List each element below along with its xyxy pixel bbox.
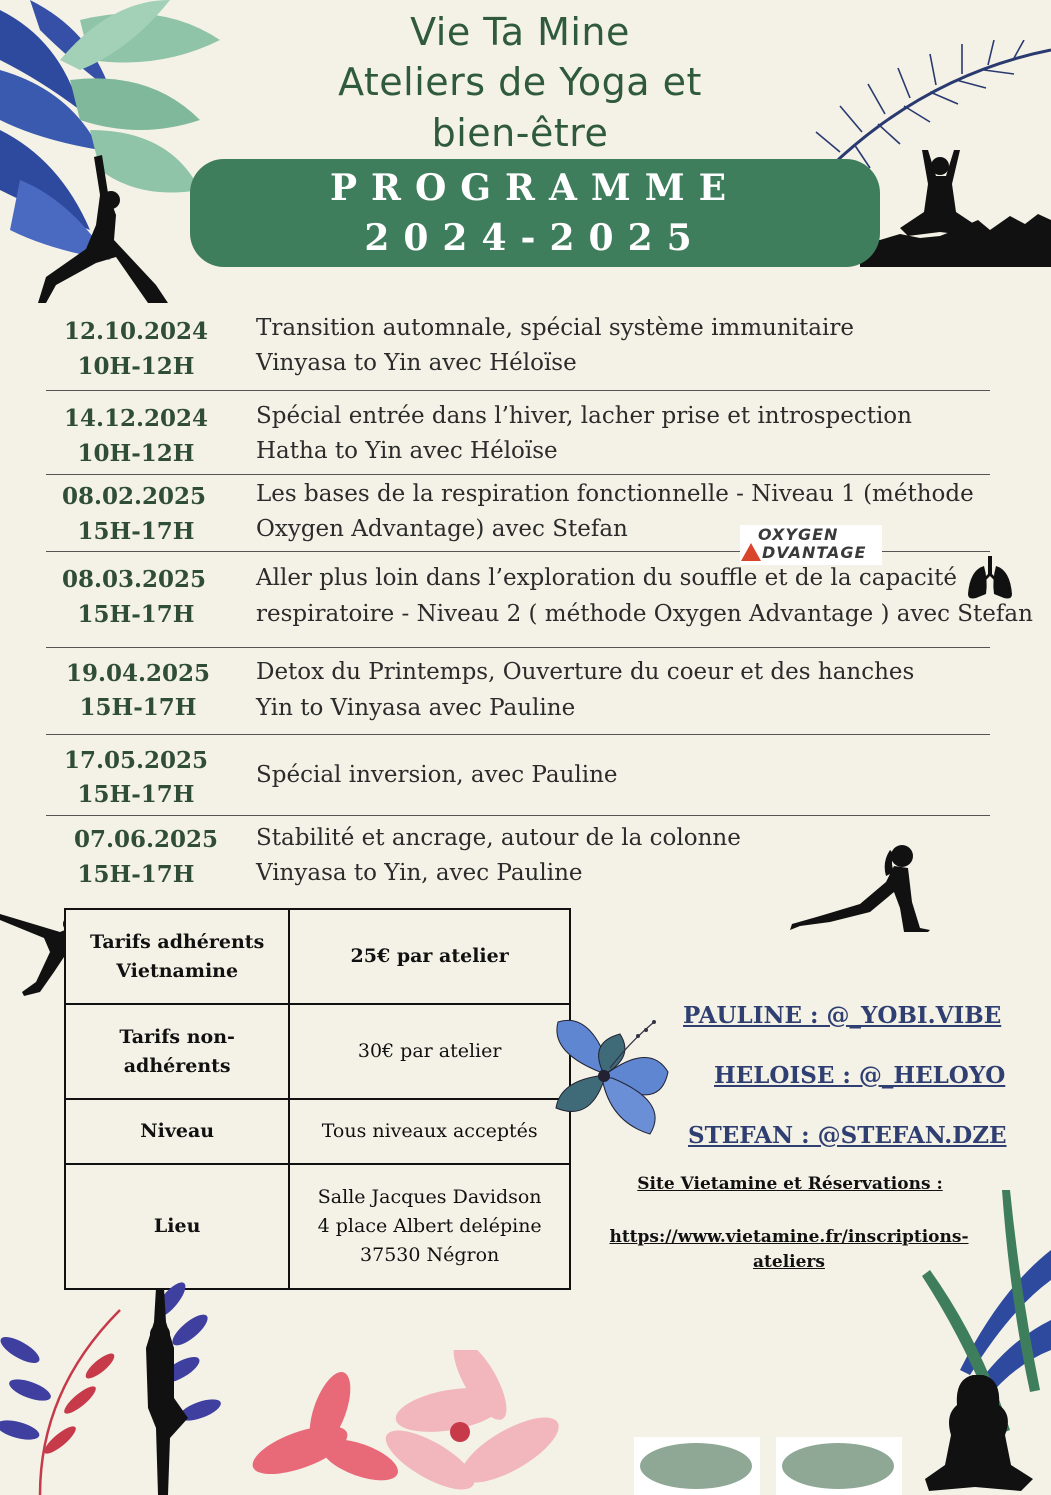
contact-stefan[interactable]: STEFAN : @STEFAN.DZE — [688, 1122, 1007, 1149]
lungs-icon — [966, 556, 1014, 600]
title-line-1: Vie Ta Mine — [410, 10, 630, 54]
session-date: 08.03.2025 — [61, 566, 207, 593]
session-description-2: Hatha to Yin avec Héloïse — [256, 438, 558, 464]
session-description-1: Spécial entrée dans l’hiver, lacher prise et introspection — [256, 403, 912, 429]
divider — [46, 734, 990, 735]
session-date: 07.06.2025 — [73, 826, 219, 853]
session-time: 15H-17H — [79, 694, 197, 721]
divider — [46, 815, 990, 816]
session-description-2: Vinyasa to Yin avec Héloïse — [256, 350, 577, 376]
niveau-label: Niveau — [65, 1099, 289, 1164]
session-description-2: Yin to Vinyasa avec Pauline — [256, 695, 576, 721]
lieu-line-1: Salle Jacques Davidson — [317, 1186, 542, 1208]
oxygen-advantage-logo — [740, 525, 882, 565]
contact-pauline[interactable]: PAULINE : @_YOBI.VIBE — [683, 1002, 1002, 1029]
meditation-silhouette-top-right — [860, 150, 1051, 267]
lieu-label: Lieu — [65, 1164, 289, 1289]
lieu-line-2: 4 place Albert delépine — [317, 1215, 542, 1237]
site-url-line-2[interactable]: ateliers — [753, 1252, 825, 1272]
contact-heloise[interactable]: HELOISE : @_HELOYO — [714, 1062, 1006, 1089]
yoga-lunge-silhouette — [36, 145, 171, 305]
triangle-icon — [741, 543, 761, 561]
title-line-2: Ateliers de Yoga et — [338, 60, 702, 104]
tarif-adherent-value: 25€ par atelier — [289, 909, 570, 1004]
meditation-silhouette-bottom-right — [925, 1375, 1035, 1495]
tarif-adherent-label: Tarifs adhérents Vietnamine — [65, 909, 289, 1004]
oxygen-logo-text-1: OXYGEN — [758, 525, 839, 544]
divider — [46, 390, 990, 391]
cobra-pose-silhouette — [790, 842, 932, 932]
session-description-2: respiratoire - Niveau 2 ( méthode Oxygen Advantage ) avec Stefan — [256, 601, 1033, 627]
site-label: Site Vietamine et Réservations : — [637, 1174, 943, 1194]
session-description-2: Vinyasa to Yin, avec Pauline — [256, 860, 583, 886]
title-line-3: bien-être — [431, 111, 609, 155]
tarif-non-adherent-value: 30€ par atelier — [289, 1004, 570, 1099]
programme-banner — [190, 159, 880, 267]
tarifs-table — [64, 908, 571, 1290]
session-description-1: Aller plus loin dans l’exploration du souffle et de la capacité — [256, 565, 957, 591]
session-description-1: Les bases de la respiration fonctionnelle - Niveau 1 (méthode — [256, 481, 974, 507]
session-time: 10H-12H — [77, 440, 195, 467]
lieu-line-3: 37530 Négron — [360, 1244, 500, 1266]
table-row — [65, 1099, 570, 1164]
table-row — [65, 1004, 570, 1099]
niveau-value: Tous niveaux acceptés — [289, 1099, 570, 1164]
session-time: 10H-12H — [77, 353, 195, 380]
session-time: 15H-17H — [77, 518, 195, 545]
session-date: 19.04.2025 — [65, 660, 211, 687]
logo-oval — [782, 1443, 894, 1489]
session-description-1: Detox du Printemps, Ouverture du coeur et des hanches — [256, 659, 915, 685]
session-description-1: Stabilité et ancrage, autour de la colonne — [256, 825, 741, 851]
session-description-1: Transition automnale, spécial système immunitaire — [256, 315, 854, 341]
site-url-line-1[interactable]: https://www.vietamine.fr/inscriptions- — [609, 1227, 969, 1247]
programme-season: 2024-2025 — [364, 217, 706, 259]
session-time: 15H-17H — [77, 861, 195, 888]
vie-ta-mine-logo — [634, 1437, 760, 1495]
session-date: 17.05.2025 — [63, 747, 209, 774]
tree-pose-silhouette — [130, 1288, 192, 1495]
session-time: 15H-17H — [77, 781, 195, 808]
tarif-non-adherent-label: Tarifs non-adhérents — [65, 1004, 289, 1099]
programme-label: PROGRAMME — [329, 167, 741, 209]
session-time: 15H-17H — [77, 601, 195, 628]
divider — [46, 474, 990, 475]
session-date: 08.02.2025 — [61, 483, 207, 510]
pink-flowers-bottom — [230, 1350, 630, 1495]
session-date: 12.10.2024 — [63, 318, 209, 345]
session-description-1: Spécial inversion, avec Pauline — [256, 762, 618, 788]
oxygen-logo-text-2: DVANTAGE — [762, 543, 867, 562]
leaves-bottom-left — [0, 1270, 240, 1495]
blue-flower — [550, 1012, 672, 1136]
session-date: 14.12.2024 — [63, 405, 209, 432]
session-description-2: Oxygen Advantage) avec Stefan — [256, 516, 628, 542]
table-row — [65, 909, 570, 1004]
vie-equilibre-logo — [776, 1437, 902, 1495]
lieu-value — [289, 1164, 570, 1289]
logo-oval — [640, 1443, 752, 1489]
divider — [46, 647, 990, 648]
